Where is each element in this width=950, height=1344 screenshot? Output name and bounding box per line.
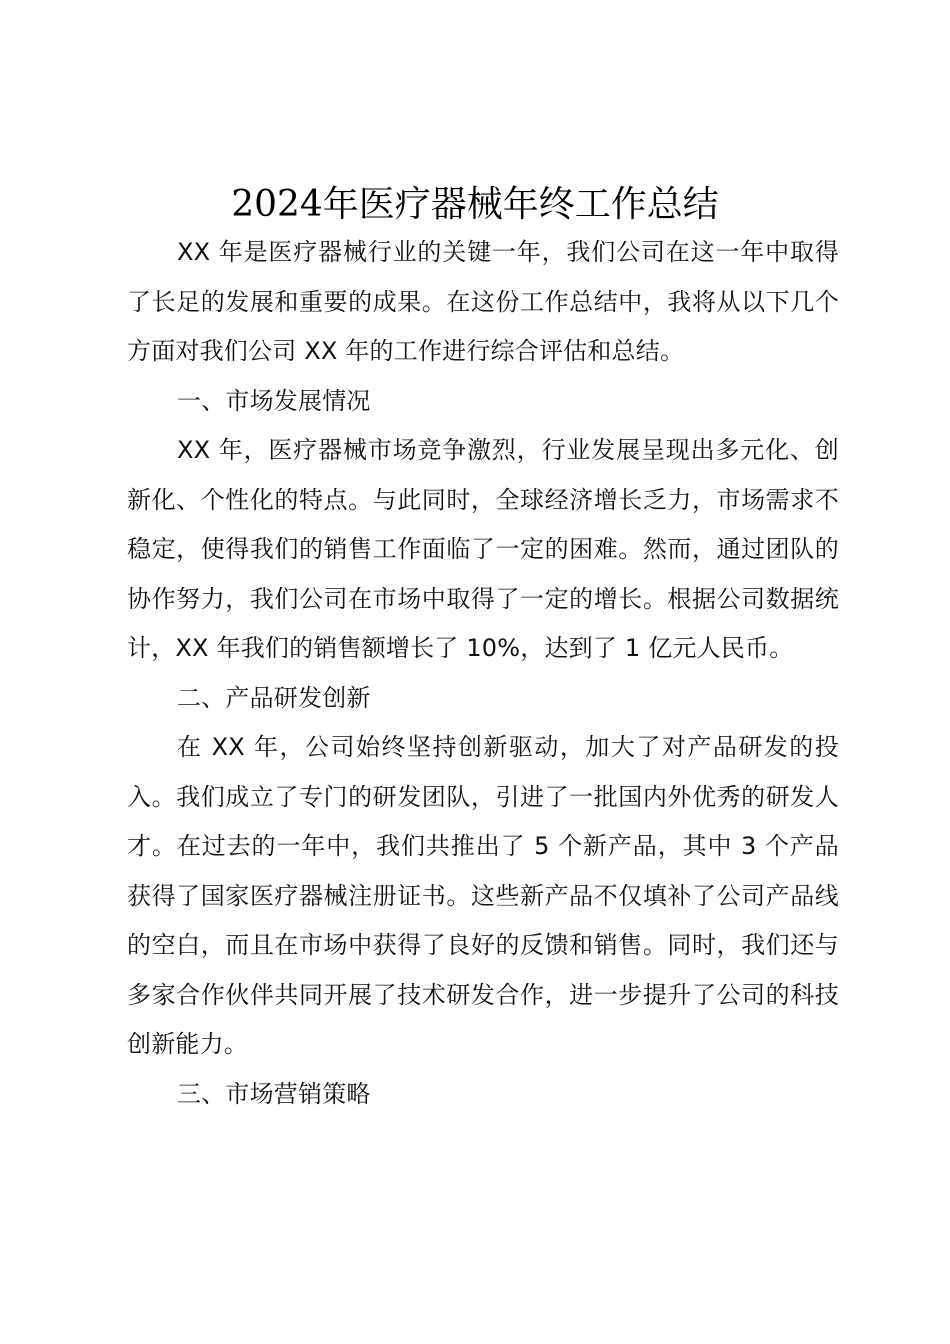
document-body bbox=[127, 228, 839, 1119]
section-body-market: XX 年，医疗器械市场竞争激烈，行业发展呈现出多元化、创新化、个性化的特点。与此同时，全球经济增长乏力，市场需求不稳定，使得我们的销售工作面临了一定的困难。然而，通过团队的协作努力，我们公司在市场中取得了一定的增长。根据公司数据统计，XX 年我们的销售额增长了 10%，达到了 1 亿元人民币。 bbox=[127, 436, 839, 662]
section-heading-rnd: 二、产品研发创新 bbox=[177, 683, 371, 712]
document-title: 2024年医疗器械年终工作总结 bbox=[231, 184, 719, 225]
section-heading-marketing: 三、市场营销策略 bbox=[177, 1079, 371, 1108]
intro-paragraph: XX 年是医疗器械行业的关键一年，我们公司在这一年中取得了长足的发展和重要的成果。在这份工作总结中，我将从以下几个方面对我们公司 XX 年的工作进行综合评估和总结。 bbox=[127, 238, 839, 365]
section-body-rnd: 在 XX 年，公司始终坚持创新驱动，加大了对产品研发的投入。我们成立了专门的研发团队，引进了一批国内外优秀的研发人才。在过去的一年中，我们共推出了 5 个新产品，其中 3 个产品获得了国家医疗器械注册证书。这些新产品不仅填补了公司产品线的空白，而且在市场中获得了良好的反馈和销售。同时，我们还与多家合作伙伴共同开展了技术研发合作，进一步提升了公司的科技创新能力。 bbox=[127, 733, 839, 1058]
section-heading-market: 一、市场发展情况 bbox=[177, 386, 371, 415]
